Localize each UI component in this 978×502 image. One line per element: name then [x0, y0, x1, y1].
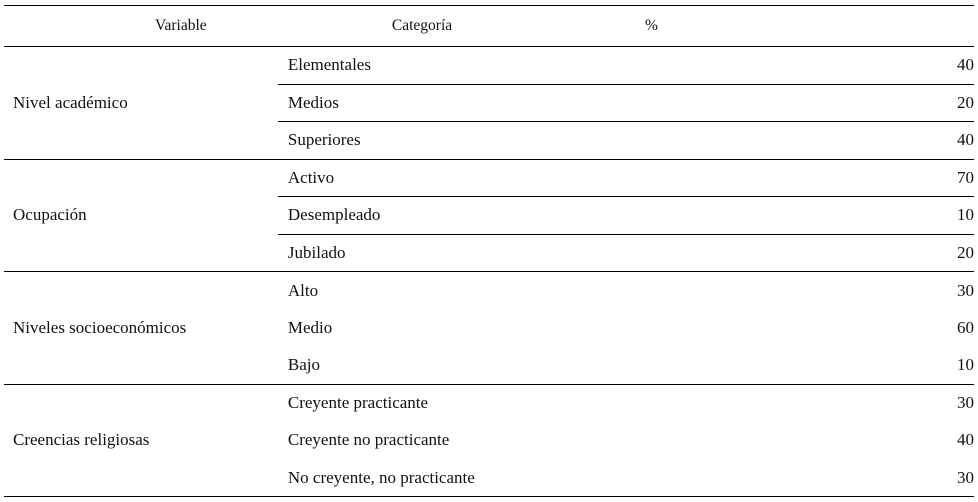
header-row	[4, 6, 974, 47]
category-cell: Medios	[278, 84, 512, 122]
percent-cell: 30	[512, 459, 974, 497]
percent-cell: 40	[957, 430, 974, 450]
category-cell: Creyente no practicante	[287, 430, 450, 450]
percent-cell: 10	[512, 197, 974, 235]
percent-cell: 40	[512, 47, 974, 85]
percent-cell: 60	[957, 317, 974, 337]
table-row	[4, 159, 974, 197]
variable-cell: Ocupación	[4, 159, 278, 272]
table-row	[4, 47, 974, 85]
category-cell: Superiores	[278, 122, 512, 160]
percent-cell: 30	[957, 280, 974, 300]
table-row	[4, 384, 974, 422]
percent-cell: 20	[512, 84, 974, 122]
table-row	[4, 272, 974, 310]
variable-cell: Nivel académico	[4, 47, 278, 160]
category-cell: Creyente practicante	[287, 393, 429, 412]
header-categoria: Categoría	[278, 6, 512, 47]
category-cell: Elementales	[278, 47, 512, 85]
category-cell: Alto	[287, 280, 319, 300]
percent-cell: 70	[512, 159, 974, 197]
category-cell: Activo	[278, 159, 512, 197]
variable-cell: Niveles socioeconómicos	[4, 272, 278, 385]
percent-cell: 20	[512, 234, 974, 272]
category-cell: No creyente, no practicante	[278, 459, 512, 497]
data-table	[4, 5, 974, 497]
percent-cell: 10	[512, 347, 974, 385]
percent-cell: 30	[957, 393, 974, 412]
category-cell: Desempleado	[278, 197, 512, 235]
category-cell: Bajo	[278, 347, 512, 385]
percent-cell: 40	[512, 122, 974, 160]
category-cell: Jubilado	[278, 234, 512, 272]
header-variable: Variable	[4, 6, 278, 47]
category-cell: Medio	[287, 317, 333, 337]
variable-cell: Creencias religiosas	[4, 384, 278, 497]
header-percent: %	[512, 6, 974, 47]
